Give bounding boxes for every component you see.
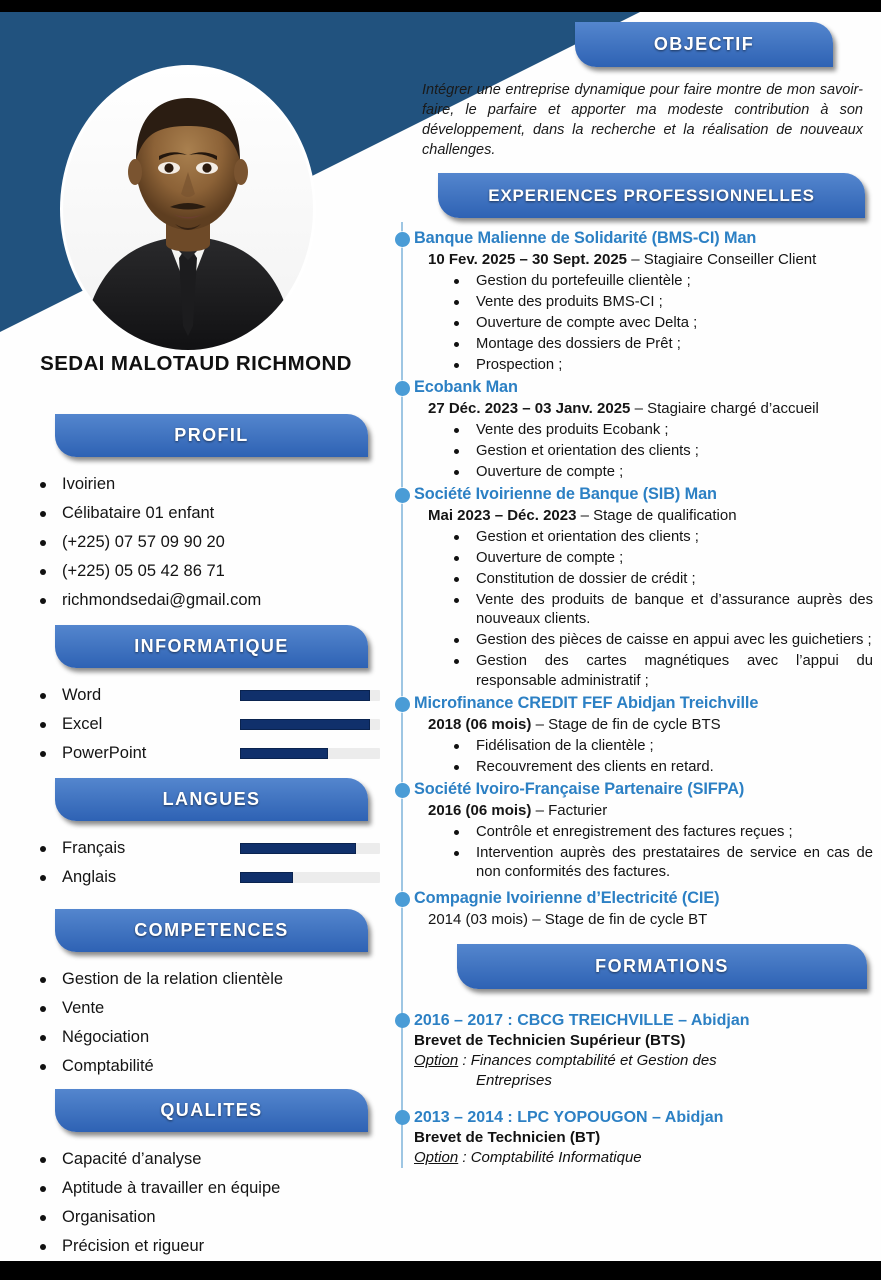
- informatique-list: [0, 681, 392, 768]
- formation-entry: [414, 1107, 881, 1168]
- list-item: Constitution de dossier de crédit ;: [452, 570, 873, 590]
- section-header-objectif: OBJECTIF: [575, 22, 833, 67]
- experience-company: Ecobank Man: [414, 378, 518, 396]
- section-header-langues: LANGUES: [55, 778, 368, 821]
- list-item: Intervention auprès des prestataires de service en cas de non conformités des factures.: [452, 844, 873, 883]
- qualites-list: [0, 1145, 392, 1261]
- timeline-dot-icon: [395, 232, 410, 247]
- experience-tasks: [414, 737, 881, 778]
- list-item: Ouverture de compte avec Delta ;: [452, 314, 873, 334]
- cv-sheet: [0, 12, 881, 1261]
- experience-entry: [414, 693, 881, 777]
- formation-entry: [414, 1010, 881, 1091]
- experience-role: – Stagiaire chargé d’accueil: [634, 400, 819, 417]
- experience-period: 2016 (06 mois): [428, 802, 532, 819]
- section-header-experiences: EXPERIENCES PROFESSIONNELLES: [438, 173, 865, 218]
- timeline-dot-icon: [395, 697, 410, 712]
- experience-tasks: [414, 528, 881, 692]
- list-item: Ivoirien: [36, 470, 382, 499]
- experience-entry: [414, 377, 881, 482]
- skill-label: PowerPoint: [62, 744, 147, 762]
- section-header-formations: FORMATIONS: [457, 944, 867, 989]
- list-item: Vente: [36, 994, 382, 1023]
- timeline-dot-icon: [395, 1013, 410, 1028]
- language-label: Français: [62, 839, 126, 857]
- list-item: Gestion du portefeuille clientèle ;: [452, 272, 873, 292]
- experience-tasks: [414, 272, 881, 376]
- list-item: Vente des produits de banque et d’assurance auprès des nouveaux clients.: [452, 591, 873, 630]
- list-item: Fidélisation de la clientèle ;: [452, 737, 873, 757]
- list-item: Vente des produits BMS-CI ;: [452, 293, 873, 313]
- list-item: [36, 681, 382, 710]
- experience-role: – Stage de fin de cycle BTS: [535, 716, 721, 733]
- list-item: Gestion des cartes magnétiques avec l’appui du responsable administratif ;: [452, 652, 873, 691]
- portrait-photo-icon: [63, 68, 313, 350]
- list-item: Précision et rigueur: [36, 1232, 382, 1261]
- experience-role: – Facturier: [535, 802, 608, 819]
- experience-period: 27 Déc. 2023 – 03 Janv. 2025: [428, 400, 631, 417]
- experience-company: Société Ivoiro-Française Partenaire (SIFPA): [414, 780, 745, 798]
- skill-label: Excel: [62, 715, 103, 733]
- language-meter-fill: [240, 872, 293, 883]
- list-item: Gestion de la relation clientèle: [36, 965, 382, 994]
- formation-option-value: : Comptabilité Informatique: [458, 1148, 642, 1166]
- left-sidebar: [0, 12, 392, 1261]
- experience-timeline: [392, 228, 881, 1168]
- section-langues: [0, 778, 392, 892]
- formation-option-value: : Finances comptabilité et Gestion des: [458, 1051, 717, 1069]
- skill-meter-fill: [240, 719, 370, 730]
- formation-option: [414, 1148, 881, 1168]
- list-item: Capacité d’analyse: [36, 1145, 382, 1174]
- section-header-qualites: QUALITES: [55, 1089, 368, 1132]
- list-item: Recouvrement des clients en retard.: [452, 758, 873, 778]
- list-item: Gestion et orientation des clients ;: [452, 528, 873, 548]
- list-item: Montage des dossiers de Prêt ;: [452, 335, 873, 355]
- timeline-dot-icon: [395, 892, 410, 907]
- experience-period: 2014 (03 mois): [428, 910, 529, 928]
- experience-period: Mai 2023 – Déc. 2023: [428, 507, 577, 524]
- list-item: [36, 863, 382, 892]
- experience-tasks: [414, 421, 881, 483]
- list-item: Célibataire 01 enfant: [36, 499, 382, 528]
- formation-option-label: Option: [414, 1148, 459, 1166]
- list-item: Prospection ;: [452, 356, 873, 376]
- list-item: Ouverture de compte ;: [452, 463, 873, 483]
- skill-meter-fill: [240, 748, 328, 759]
- experience-meta: [428, 506, 881, 526]
- language-meter: [240, 843, 380, 854]
- experience-entry: [414, 484, 881, 691]
- list-item: Aptitude à travailler en équipe: [36, 1174, 382, 1203]
- timeline-dot-icon: [395, 783, 410, 798]
- formation-degree: Brevet de Technicien (BT): [414, 1128, 601, 1146]
- experience-meta: [428, 801, 881, 821]
- list-item: [36, 739, 382, 768]
- section-competences: [0, 909, 392, 1081]
- formation-title: 2016 – 2017 : CBCG TREICHVILLE – Abidjan: [414, 1011, 750, 1029]
- skill-meter: [240, 748, 380, 759]
- language-meter: [240, 872, 380, 883]
- experience-role: – Stagiaire Conseiller Client: [631, 251, 817, 268]
- section-header-informatique: INFORMATIQUE: [55, 625, 368, 668]
- list-item: (+225) 07 57 09 90 20: [36, 528, 382, 557]
- avatar: [63, 68, 313, 350]
- experience-company: Compagnie Ivoirienne d’Electricité (CIE): [414, 888, 720, 907]
- list-item: Gestion et orientation des clients ;: [452, 442, 873, 462]
- skill-label: Word: [62, 686, 102, 704]
- formation-option-label: Option: [414, 1051, 459, 1069]
- experience-role: – Stage de fin de cycle BT: [532, 910, 708, 928]
- section-informatique: [0, 625, 392, 768]
- langues-list: [0, 834, 392, 892]
- list-item: [36, 710, 382, 739]
- timeline-dot-icon: [395, 1110, 410, 1125]
- experience-entry: [414, 779, 881, 883]
- experience-entry: [414, 888, 881, 930]
- experience-meta: [428, 715, 881, 735]
- formation-title: 2013 – 2014 : LPC YOPOUGON – Abidjan: [414, 1108, 724, 1126]
- objectif-text: Intégrer une entreprise dynamique pour faire montre de mon savoir-faire, le parfaire et apporter ma modeste contribution à son développement, dans la recherche et la réalisation de nouveaux challenges.: [422, 82, 863, 158]
- list-item: [36, 834, 382, 863]
- experience-company: Microfinance CREDIT FEF Abidjan Treichville: [414, 694, 759, 712]
- page-title: SEDAI MALOTAUD RICHMOND: [40, 352, 352, 375]
- timeline-dot-icon: [395, 381, 410, 396]
- timeline-dot-icon: [395, 488, 410, 503]
- experience-role: – Stage de qualification: [580, 507, 737, 524]
- section-header-profil: PROFIL: [55, 414, 368, 457]
- formation-option-value-2: Entreprises: [476, 1071, 552, 1089]
- list-item: Organisation: [36, 1203, 382, 1232]
- experience-meta: [428, 399, 881, 419]
- experience-meta: [428, 910, 881, 930]
- list-item: Comptabilité: [36, 1052, 382, 1081]
- formation-option: [414, 1051, 881, 1091]
- experience-period: 2018 (06 mois): [428, 716, 532, 733]
- list-item: (+225) 05 05 42 86 71: [36, 557, 382, 586]
- section-qualites: [0, 1089, 392, 1261]
- section-header-competences: COMPETENCES: [55, 909, 368, 952]
- experience-meta: [428, 250, 881, 270]
- experience-tasks: [414, 823, 881, 883]
- list-item: Ouverture de compte ;: [452, 549, 873, 569]
- experience-company: Banque Malienne de Solidarité (BMS-CI) Man: [414, 229, 757, 247]
- list-item: Vente des produits Ecobank ;: [452, 421, 873, 441]
- experience-entry: [414, 228, 881, 375]
- list-item: richmondsedai@gmail.com: [36, 586, 382, 615]
- main-content: [392, 12, 881, 1261]
- experience-period: 10 Fev. 2025 – 30 Sept. 2025: [428, 251, 628, 268]
- competences-list: [0, 965, 392, 1081]
- language-meter-fill: [240, 843, 356, 854]
- list-item: Négociation: [36, 1023, 382, 1052]
- experience-company: Société Ivoirienne de Banque (SIB) Man: [414, 485, 717, 503]
- formation-degree: Brevet de Technicien Supérieur (BTS): [414, 1031, 686, 1049]
- list-item: Gestion des pièces de caisse en appui avec les guichetiers ;: [452, 631, 873, 651]
- list-item: Contrôle et enregistrement des factures reçues ;: [452, 823, 873, 843]
- section-profil: [0, 414, 392, 615]
- skill-meter: [240, 690, 380, 701]
- profil-list: [0, 470, 392, 615]
- skill-meter: [240, 719, 380, 730]
- language-label: Anglais: [62, 868, 117, 886]
- skill-meter-fill: [240, 690, 370, 701]
